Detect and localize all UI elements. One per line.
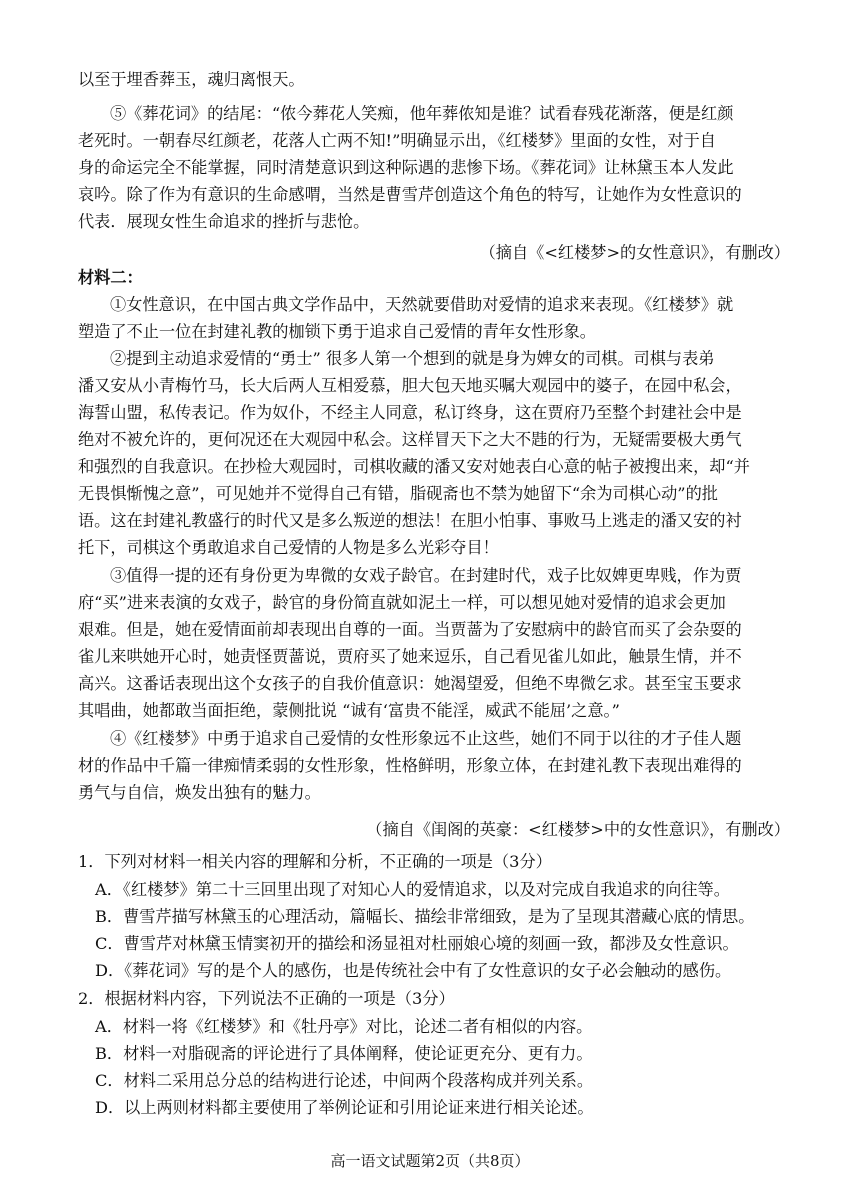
paragraph-line: 绝对不被允许的，更何况还在大观园中私会。这样冒天下之大不韪的行为，无疑需要极大勇气 <box>78 430 742 449</box>
paragraph-line: 府“买”进来表演的女戏子，龄官的身份简直就如泥土一样，可以想见她对爱情的追求会更加 <box>78 593 726 612</box>
answer-option: B．材料一对脂砚斋的评论进行了具体阐释，使论证更充分、更有力。 <box>95 1044 593 1063</box>
paragraph-continuation: 以至于埋香葬玉，魂归离恨天。 <box>78 70 305 89</box>
paragraph-line: ⑤《葬花词》的结尾：“侬今葬花人笑痴，他年葬侬知是谁？试看春残花渐落，便是红颜 <box>110 104 734 123</box>
source-citation: （摘自《<红楼梦>的女性意识》，有删改） <box>479 243 790 262</box>
paragraph-line: 雀儿来哄她开心时，她责怪贾蔷说，贾府买了她来逗乐，自己看见雀儿如此，触景生情，并不 <box>78 647 742 666</box>
answer-option: A．材料一将《红楼梦》和《牡丹亭》对比，论述二者有相似的内容。 <box>95 1017 593 1036</box>
source-citation: （摘自《闺阁的英豪：<红楼梦>中的女性意识》，有删改） <box>366 820 790 839</box>
paragraph-line: 其唱曲，她都敢当面拒绝，蒙侧批说 “诚有‘富贵不能淫，威武不能屈’之意。” <box>78 701 620 720</box>
paragraph-line: 塑造了不止一位在封建礼教的枷锁下勇于追求自己爱情的青年女性形象。 <box>78 322 596 341</box>
page-footer: 高一语文试题第2页（共8页） <box>330 1152 530 1170</box>
paragraph-line: ②提到主动追求爱情的“勇士” 很多人第一个想到的就是身为婢女的司棋。司棋与表弟 <box>110 349 715 368</box>
paragraph-line: 老死时。一朝春尽红颜老，花落人亡两不知!”明确显示出，《红楼梦》里面的女性，对于自 <box>78 131 716 150</box>
answer-option: C．材料二采用总分总的结构进行论述，中间两个段落构成并列关系。 <box>95 1071 594 1090</box>
paragraph-line: 艰难。但是，她在爱情面前却表现出自尊的一面。当贾蔷为了安慰病中的龄官而买了会杂耍的 <box>78 620 742 639</box>
answer-option: B．曹雪芹描写林黛玉的心理活动，篇幅长、描绘非常细致，是为了呈现其潜藏心底的情思。 <box>95 907 755 926</box>
question-stem: 2．根据材料内容，下列说法不正确的一项是（3分） <box>78 989 455 1008</box>
paragraph-line: 语。这在封建礼教盛行的时代又是多么叛逆的想法！在胆小怕事、事败马上逃走的潘又安的衬 <box>78 511 742 530</box>
paragraph-line: 高兴。这番话表现出这个女孩子的自我价值意识：她渴望爱，但绝不卑微乞求。甚至宝玉要求 <box>78 674 742 693</box>
paragraph-line: 身的命运完全不能掌握，同时清楚意识到这种际遇的悲惨下场。《葬花词》让林黛玉本人发此 <box>78 158 734 177</box>
paragraph-line: 托下，司棋这个勇敢追求自己爱情的人物是多么光彩夺目！ <box>78 538 499 557</box>
paragraph-line: 海誓山盟，私传表记。作为奴仆，不经主人同意，私订终身，这在贾府乃至整个封建社会中是 <box>78 403 742 422</box>
answer-option: D．以上两则材料都主要使用了举例论证和引用论证来进行相关论述。 <box>95 1098 594 1117</box>
paragraph-line: ③值得一提的还有身份更为卑微的女戏子龄官。在封建时代，戏子比奴婢更卑贱，作为贾 <box>110 566 742 585</box>
answer-option: A．《红楼梦》第二十三回里出现了对知心人的爱情追求，以及对完成自我追求的向往等。 <box>95 880 730 899</box>
paragraph-line: 材的作品中千篇一律痴情柔弱的女性形象，性格鲜明，形象立体，在封建礼教下表现出难得的 <box>78 756 742 775</box>
paragraph-line: 代表．展现女性生命追求的挫折与悲怆。 <box>78 212 370 231</box>
answer-option: D．《葬花词》写的是个人的感伤，也是传统社会中有了女性意识的女子必会触动的感伤。 <box>95 961 732 980</box>
paragraph-line: ④《红楼梦》中勇于追求自己爱情的女性形象远不止这些，她们不同于以往的才子佳人题 <box>110 729 742 748</box>
answer-option: C．曹雪芹对林黛玉情窦初开的描绘和汤显祖对杜丽娘心境的刻画一致，都涉及女性意识。 <box>95 934 739 953</box>
question-stem: 1．下列对材料一相关内容的理解和分析，不正确的一项是（3分） <box>78 852 552 871</box>
section-heading: 材料二： <box>78 268 143 287</box>
paragraph-line: 勇气与自信，焕发出独有的魅力。 <box>78 783 321 802</box>
paragraph-line: ①女性意识，在中国古典文学作品中，天然就要借助对爱情的追求来表现。《红楼梦》就 <box>110 295 734 314</box>
paragraph-line: 哀吟。除了作为有意识的生命感喟，当然是曹雪芹创造这个角色的特写，让她作为女性意识的 <box>78 185 742 204</box>
paragraph-line: 无畏惧惭愧之意”，可见她并不觉得自己有错，脂砚斋也不禁为她留下“余为司棋心动”的批 <box>78 484 718 503</box>
paragraph-line: 潘又安从小青梅竹马，长大后两人互相爱慕，胆大包天地买嘱大观园中的婆子，在园中私会， <box>78 376 742 395</box>
paragraph-line: 和强烈的自我意识。在抄检大观园时，司棋收藏的潘又安对她表白心意的帖子被搜出来，却“并 <box>78 457 750 476</box>
